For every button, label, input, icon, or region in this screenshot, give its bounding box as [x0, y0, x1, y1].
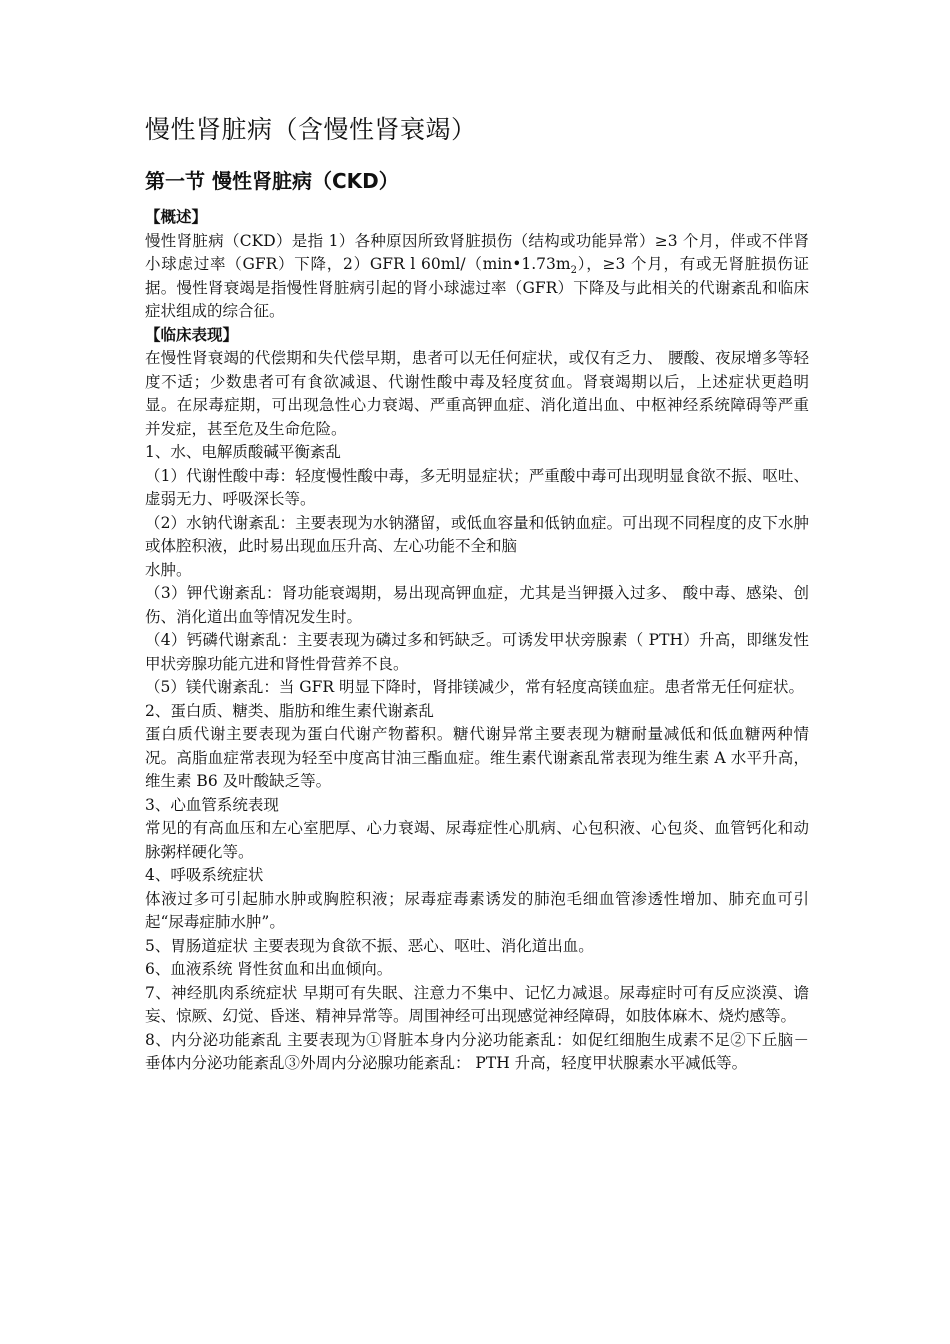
- overview-text-b: ），≥3 个月，有或无肾脏损伤证据。慢性肾衰竭是指慢性肾脏病引起的肾小球滤过率（GFR）下降及与此相关的代谢紊乱和临床症状组成的综合征。: [145, 255, 809, 320]
- item-5: 5、胃肠道症状 主要表现为食欲不振、恶心、呕吐、消化道出血。: [145, 936, 594, 955]
- overview-subscript: 2: [570, 265, 577, 277]
- document-title: 慢性肾脏病（含慢性肾衰竭）: [145, 115, 477, 144]
- item-1-1: （1）代谢性酸中毒：轻度慢性酸中毒，多无明显症状；严重酸中毒可出现明显食欲不振、呕吐、虚弱无力、呼吸深长等。: [145, 466, 809, 508]
- item-1-5: （5）镁代谢紊乱：当 GFR 明显下降时，肾排镁减少，常有轻度高镁血症。患者常无任何症状。: [145, 678, 805, 696]
- item-7: 7、神经肌肉系统症状 早期可有失眠、注意力不集中、记忆力减退。尿毒症时可有反应淡漠、谵妄、惊厥、幻觉、昏迷、精神异常等。周围神经可出现感觉神经障碍，如肢体麻木、烧灼感等。: [145, 983, 809, 1025]
- item-2-text: 蛋白质代谢主要表现为蛋白代谢产物蓄积。糖代谢异常主要表现为糖耐量减低和低血糖两种情况。高脂血症常表现为轻至中度高甘油三酯血症。维生素代谢紊乱常表现为维生素 A 水平升高，维生素 B6 及叶酸缺乏等。: [145, 725, 809, 790]
- overview-text-a: 慢性肾脏病（CKD）是指 1）各种原因所致肾脏损伤（结构或功能异常）≥3 个月，伴或不伴肾小球虑过率（GFR）下降，2）GFR l 60ml/（min•1.73m: [145, 231, 809, 273]
- item-3-text: 常见的有高血压和左心室肥厚、心力衰竭、尿毒症性心肌病、心包积液、心包炎、血管钙化和动脉粥样硬化等。: [145, 819, 809, 861]
- item-6: 6、血液系统 肾性贫血和出血倾向。: [145, 960, 393, 978]
- item-1-2: （2）水钠代谢紊乱：主要表现为水钠潴留，或低血容量和低钠血症。可出现不同程度的皮下水肿或体腔积液，此时易出现血压升高、左心功能不全和脑: [145, 513, 809, 555]
- item-4-text: 体液过多可引起肺水肿或胸腔积液；尿毒症毒素诱发的肺泡毛细血管渗透性增加、肺充血可引起“尿毒症肺水肿”。: [145, 889, 809, 931]
- item-2-heading: 2、蛋白质、糖类、脂肪和维生素代谢紊乱: [145, 701, 434, 720]
- section-title: 第一节 慢性肾脏病（CKD）: [145, 169, 399, 193]
- overview-paragraph: [145, 230, 809, 324]
- item-3-heading: 3、心血管系统表现: [145, 795, 279, 814]
- clinical-heading: 【临床表现】: [145, 325, 239, 344]
- item-1-2-cont: 水肿。: [145, 560, 192, 579]
- item-1-heading: 1、水、电解质酸碱平衡紊乱: [145, 443, 341, 461]
- clinical-intro: 在慢性肾衰竭的代偿期和失代偿早期，患者可以无任何症状，或仅有乏力、 腰酸、夜尿增多等轻度不适；少数患者可有食欲减退、代谢性酸中毒及轻度贫血。肾衰竭期以后，上述症状更趋明显。在尿毒症期，可出现急性心力衰竭、严重高钾血症、消化道出血、中枢神经系统障碍等严重并发症，甚至危及生命危险。: [145, 349, 809, 438]
- overview-heading: 【概述】: [145, 208, 208, 226]
- item-4-heading: 4、呼吸系统症状: [145, 866, 264, 884]
- document-page: [145, 112, 809, 1076]
- item-8: 8、内分泌功能紊乱 主要表现为①肾脏本身内分泌功能紊乱：如促红细胞生成素不足②下丘脑－垂体内分泌功能紊乱③外周内分泌腺功能紊乱： PTH 升高，轻度甲状腺素水平减低等。: [145, 1030, 809, 1072]
- item-1-4: （4）钙磷代谢紊乱：主要表现为磷过多和钙缺乏。可诱发甲状旁腺素（ PTH）升高，即继发性甲状旁腺功能亢进和肾性骨营养不良。: [145, 631, 809, 673]
- item-1-3: （3）钾代谢紊乱：肾功能衰竭期，易出现高钾血症，尤其是当钾摄入过多、 酸中毒、感染、创伤、消化道出血等情况发生时。: [145, 584, 809, 626]
